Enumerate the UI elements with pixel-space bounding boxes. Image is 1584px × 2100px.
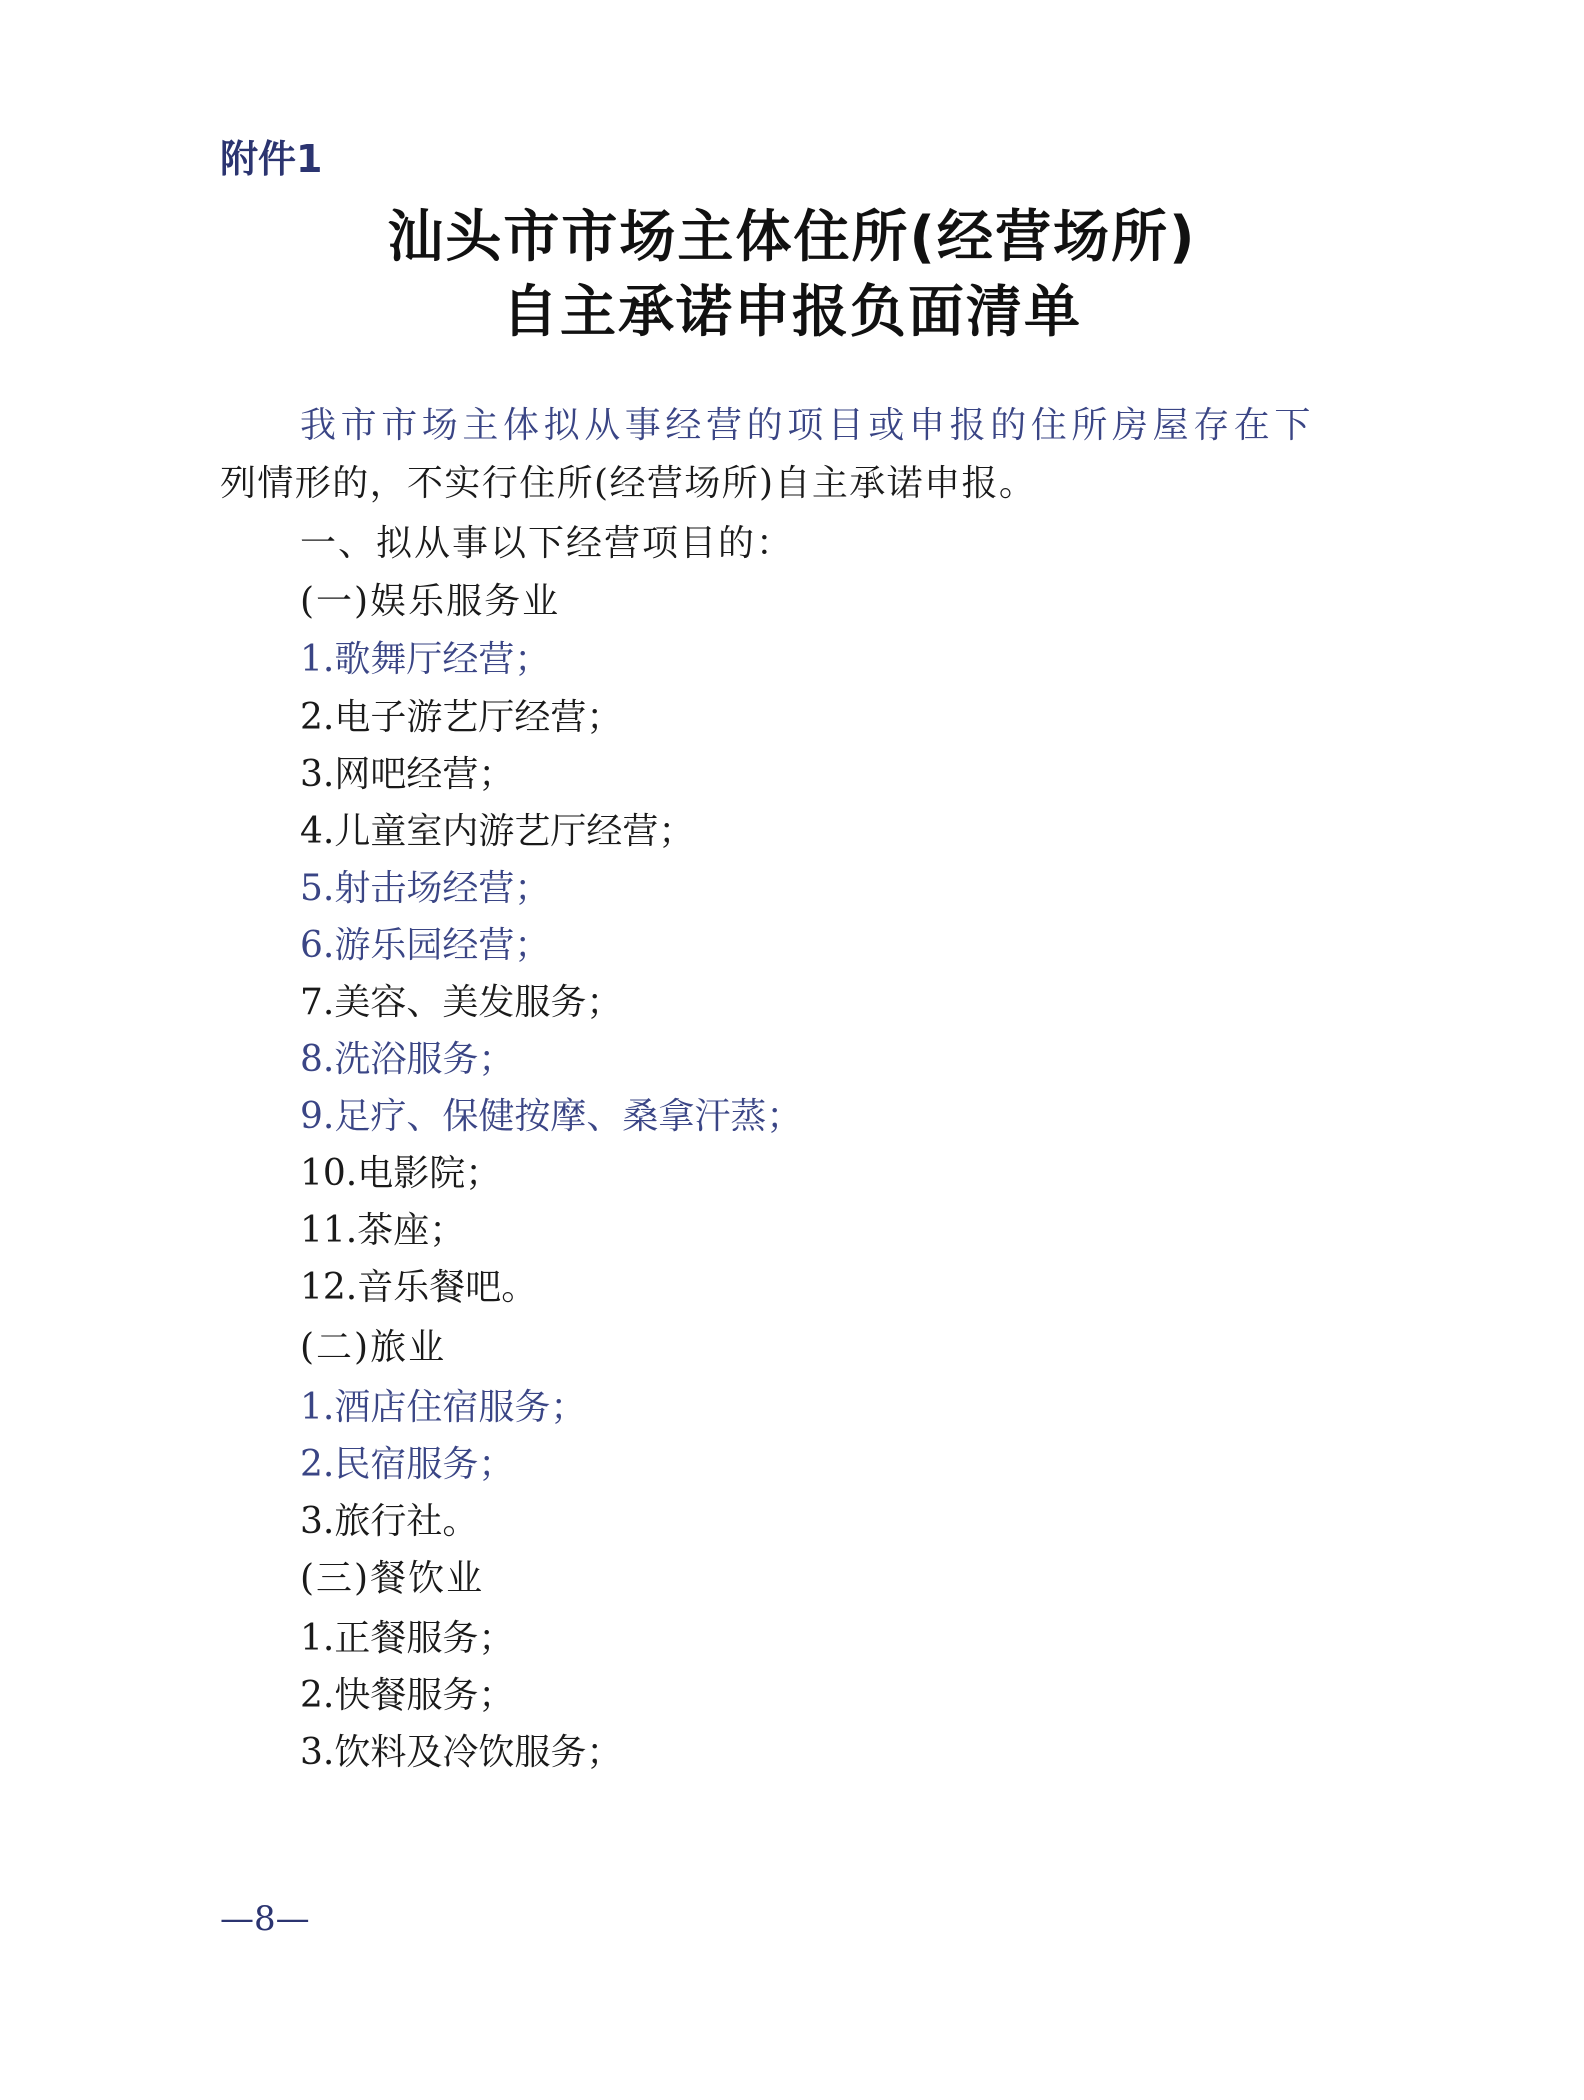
section-heading: 一、拟从事以下经营项目的： (300, 523, 795, 564)
list-item: 8.洗浴服务； (300, 1039, 515, 1080)
document-title-line-2: 自主承诺申报负面清单 (502, 280, 1082, 345)
list-item: 9.足疗、保健按摩、桑拿汗蒸； (300, 1096, 803, 1137)
category-heading: (三)餐饮业 (300, 1558, 485, 1599)
list-item: 1.歌舞厅经营； (300, 639, 551, 680)
list-item: 3.网吧经营； (300, 754, 515, 795)
list-item: 12.音乐餐吧。 (300, 1267, 538, 1308)
intro-paragraph-line-1: 我市市场主体拟从事经营的项目或申报的住所房屋存在下 (300, 405, 1316, 446)
list-item: 2.快餐服务； (300, 1675, 515, 1716)
list-item: 1.酒店住宿服务； (300, 1387, 587, 1428)
attachment-label: 附件1 (220, 137, 323, 181)
category-heading: (一)娱乐服务业 (300, 581, 561, 622)
list-item: 3.饮料及冷饮服务； (300, 1732, 623, 1773)
document-title-line-1: 汕头市市场主体住所(经营场所) (387, 205, 1197, 270)
list-item: 3.旅行社。 (300, 1501, 479, 1542)
list-item: 2.电子游艺厅经营； (300, 697, 623, 738)
list-item: 5.射击场经营； (300, 868, 551, 909)
list-item: 1.正餐服务； (300, 1618, 515, 1659)
list-item: 2.民宿服务； (300, 1444, 515, 1485)
list-item: 6.游乐园经营； (300, 925, 551, 966)
page-number: —8— (220, 1899, 310, 1939)
category-heading: (二)旅业 (300, 1327, 447, 1368)
list-item: 10.电影院； (300, 1153, 502, 1194)
list-item: 7.美容、美发服务； (300, 982, 623, 1023)
list-item: 4.儿童室内游艺厅经营； (300, 811, 695, 852)
intro-paragraph-line-2: 列情形的，不实行住所(经营场所)自主承诺申报。 (220, 463, 1037, 504)
list-item: 11.茶座； (300, 1210, 466, 1251)
